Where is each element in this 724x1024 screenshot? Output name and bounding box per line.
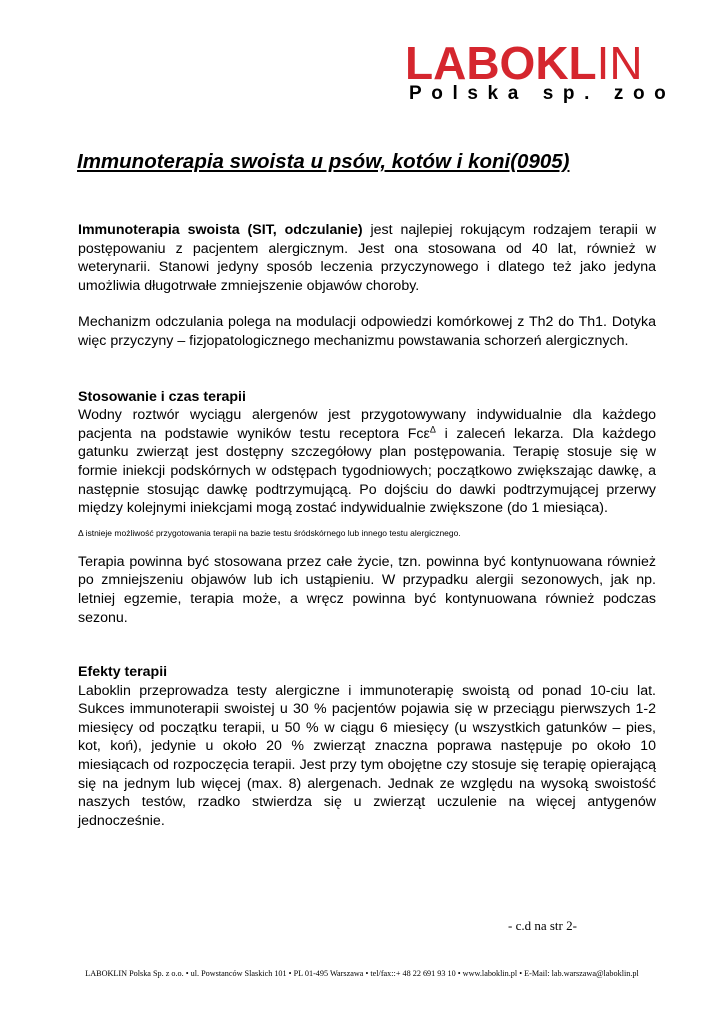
logo-wordmark-thin: IN bbox=[596, 37, 643, 89]
footnote: Δ istnieje możliwość przygotowania terapii na bazie testu śródskórnego lub innego testu alergicznego. bbox=[78, 527, 461, 538]
company-logo bbox=[405, 37, 676, 104]
intro-bold-lead: Immunoterapia swoista (SIT, odczulanie) bbox=[78, 222, 363, 238]
intro-text: jest najlepiej rokującym rodzajem terapii w postępowaniu z pacjentem alergicznym. Jest ona stosowana od 40 lat, również w weterynarii. Stanowi jedyny sposób leczenia przyczynowego i dlatego też jako jedyna umożliwia długotrwałe zmniejszenie objawów choroby. bbox=[78, 222, 656, 294]
usage-text-after: i zaleceń lekarza. Dla każdego gatunku zwierząt jest dostępny szczegółowy plan postępowania. Terapię stosuje się w formie iniekcji podskórnych w odstępach tygodniowych; początkowo zwiększając dawkę, a następnie stosując dawkę podtrzymującą. Po dojściu do dawki podtrzymującej przerwy między kolejnymi iniekcjami mogą zostać indywidualnie zwiększone (do 1 miesiąca). bbox=[78, 425, 656, 517]
document-body bbox=[78, 221, 656, 830]
page-footer: LABOKLIN Polska Sp. z o.o. • ul. Powstanców Slaskich 101 • PL 01-495 Warszawa • tel/fax::+ 48 22 691 93 10 • www.laboklin.pl • E-Mail: lab.warszawa@laboklin.pl bbox=[85, 969, 639, 978]
usage-paragraph bbox=[78, 406, 656, 518]
section-heading-usage: Stosowanie i czas terapii bbox=[78, 388, 246, 405]
duration-paragraph: Terapia powinna być stosowana przez całe życie, tzn. powinna być kontynuowana również po zmniejszeniu objawów lub ich ustąpieniu. W przypadku alergii sezonowych, jak np. letniej egzemie, terapia może, a wręcz powinna być kontynuowana również podczas sezonu. bbox=[78, 553, 656, 626]
document-title: Immunoterapia swoista u psów, kotów i koni(0905) bbox=[77, 150, 570, 173]
intro-paragraph bbox=[78, 221, 656, 295]
continued-note: - c.d na str 2- bbox=[508, 918, 577, 933]
logo-subtitle: Polska sp. zoo bbox=[409, 83, 676, 104]
section-heading-effects: Efekty terapii bbox=[78, 664, 168, 681]
usage-text-before: Wodny roztwór wyciągu alergenów jest przygotowywany indywidualnie dla każdego pacjenta na podstawie wyników testu receptora Fcε bbox=[78, 407, 656, 442]
delta-superscript: Δ bbox=[429, 424, 436, 435]
mechanism-paragraph: Mechanizm odczulania polega na modulacji odpowiedzi komórkowej z Th2 do Th1. Dotyka więc przyczyny – fizjopatologicznego mechanizmu powstawania schorzeń alergicznych. bbox=[78, 314, 656, 349]
effects-paragraph: Laboklin przeprowadza testy alergiczne i immunoterapię swoistą od ponad 10-ciu lat. Sukces immunoterapii swoistej u 30 % pacjentów pojawia się w przeciągu pierwszych 1-2 miesięcy od początku terapii, u 50 % w ciągu 6 miesięcy (u wszystkich gatunków – pies, kot, koń), jedynie u około 20 % zwierząt znaczna poprawa następuje po około 10 miesiącach od rozpoczęcia terapii. Jest przy tym obojętne czy stosuje się terapię opierającą się na jednym lub więcej (max. 8) alergenach. Jednak ze względu na wysoką swoistość naszych testów, rzadko stwierdza się u zwierząt uczulenie na więcej antygenów jednocześnie. bbox=[78, 682, 656, 829]
logo-wordmark-bold: LABOKL bbox=[405, 37, 597, 89]
logo-wordmark bbox=[405, 37, 643, 89]
